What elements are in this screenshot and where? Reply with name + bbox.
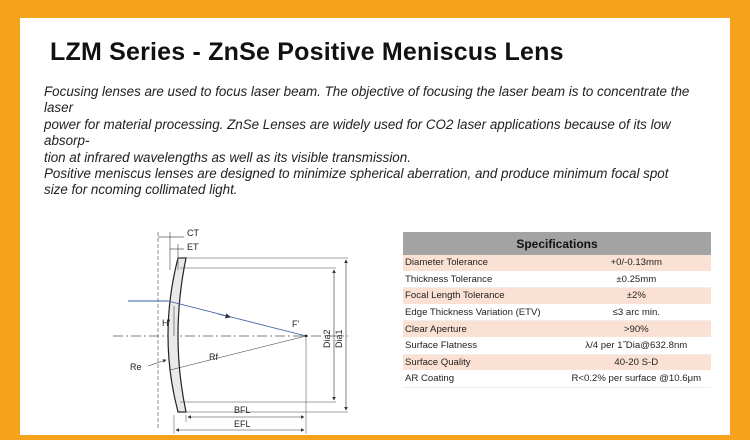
table-row: [403, 321, 711, 338]
table-row: [403, 304, 711, 321]
lens-shape: [168, 258, 186, 412]
spec-label: Focal Length Tolerance: [403, 288, 562, 305]
dia1-label: Dia1: [334, 329, 344, 348]
spec-value: +0/-0.13mm: [562, 255, 711, 271]
spec-value: 40-20 S-D: [562, 354, 711, 371]
description-line: Focusing lenses are used to focus laser beam. The objective of focusing the laser beam is to concentrate the laser: [44, 84, 690, 116]
lens-diagram: [108, 210, 353, 440]
spec-label: AR Coating: [403, 371, 562, 388]
content-panel: [20, 18, 730, 435]
spec-label: Clear Aperture: [403, 321, 562, 338]
rf-label: Rf: [209, 352, 218, 362]
spec-value: >90%: [562, 321, 711, 338]
page-title: LZM Series - ZnSe Positive Meniscus Lens: [50, 38, 564, 66]
spec-value: ±0.25mm: [562, 271, 711, 288]
description-line: tion at infrared wavelengths as well as its visible transmission.: [44, 149, 411, 165]
rf-radius: [170, 336, 306, 370]
table-row: [403, 288, 711, 305]
bfl-label: BFL: [234, 405, 251, 415]
spec-value: R<0.2% per surface @10.6μm: [562, 371, 711, 388]
re-label: Re: [130, 362, 142, 372]
description-line: Positive meniscus lenses are designed to minimize spherical aberration, and produce minimum focal spot: [44, 166, 669, 182]
ct-label: CT: [187, 228, 199, 238]
spec-label: Edge Thickness Variation (ETV): [403, 304, 562, 321]
table-row: [403, 371, 711, 388]
table-row: [403, 255, 711, 271]
specifications-table: [403, 232, 711, 388]
spec-label: Thickness Tolerance: [403, 271, 562, 288]
spec-label: Surface Flatness: [403, 337, 562, 354]
description-line: size for ncoming collimated light.: [44, 182, 238, 198]
et-label: ET: [187, 242, 199, 252]
spec-label: Diameter Tolerance: [403, 255, 562, 271]
spec-value: λ/4 per 1˝Dia@632.8nm: [562, 337, 711, 354]
spec-value: ≤3 arc min.: [562, 304, 711, 321]
specifications-header: Specifications: [403, 232, 711, 255]
f-label: F': [292, 319, 300, 329]
table-row: [403, 337, 711, 354]
efl-label: EFL: [234, 419, 251, 429]
table-row: [403, 271, 711, 288]
h-label: H': [162, 318, 171, 328]
spec-label: Surface Quality: [403, 354, 562, 371]
re-leader: [148, 360, 166, 366]
dia2-label: Dia2: [322, 329, 332, 348]
table-row: [403, 354, 711, 371]
description: [44, 84, 714, 199]
refracted-ray: [168, 301, 306, 336]
description-line: power for material processing. ZnSe Lenses are widely used for CO2 laser applications because of its low absorp-: [44, 116, 671, 149]
spec-value: ±2%: [562, 288, 711, 305]
